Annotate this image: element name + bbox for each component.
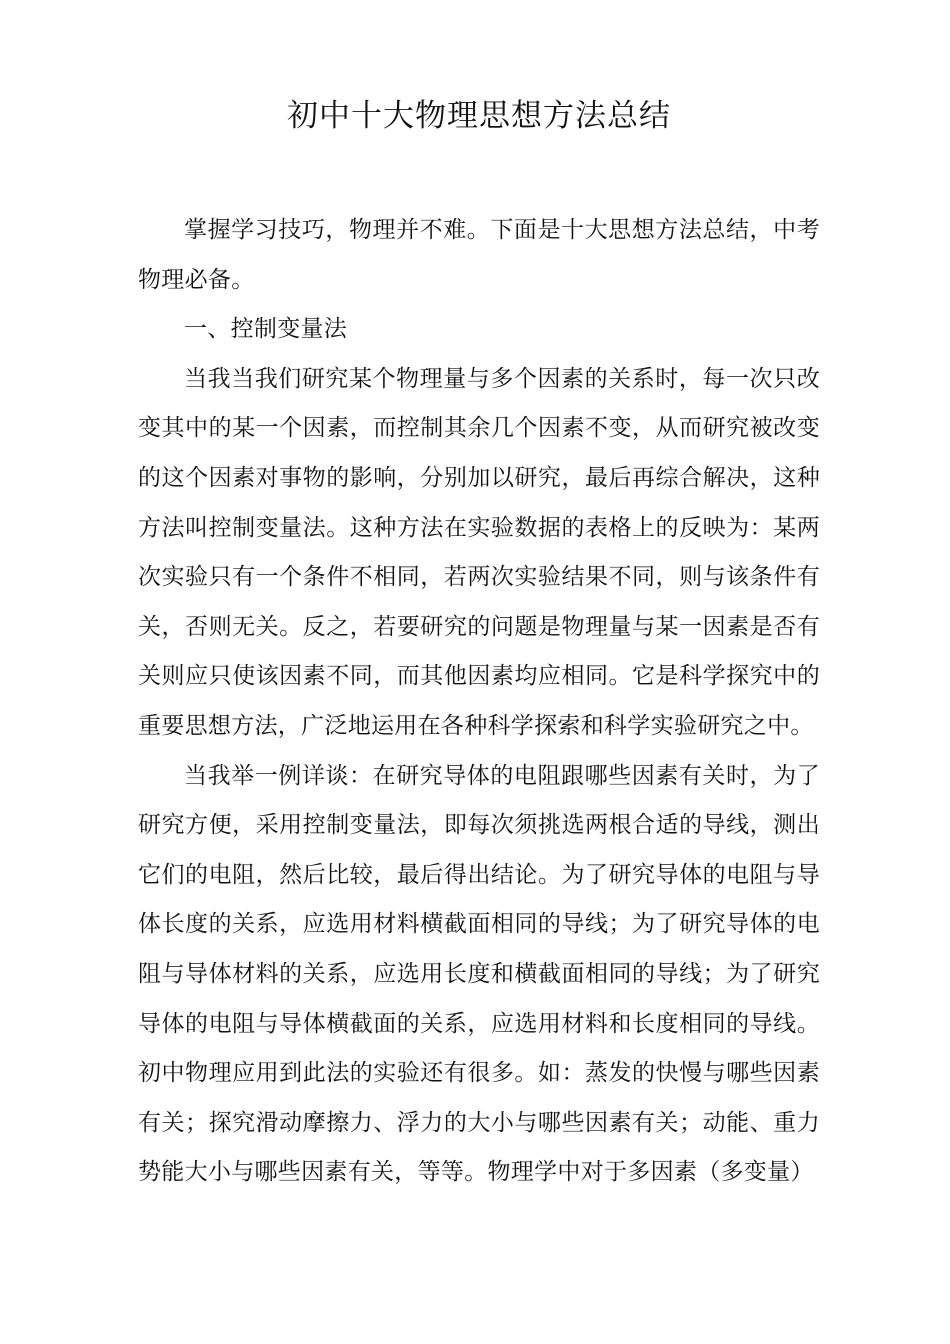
body-paragraph: 当我当我们研究某个物理量与多个因素的关系时，每一次只改变其中的某一个因素，而控制其余几个因素不变，从而研究被改变的这个因素对事物的影响，分别加以研究，最后再综合解决，这种方法叫控制变量法。这种方法在实验数据的表格上的反映为：某两次实验只有一个条件不相同，若两次实验结果不同，则与该条件有关，否则无关。反之，若要研究的问题是物理量与某一因素是否有关则应只使该因素不同，而其他因素均应相同。它是科学探究中的重要思想方法，广泛地运用在各种科学探索和科学实验研究之中。	[138, 365, 820, 739]
section-heading: 一、控制变量法	[184, 316, 348, 343]
body-paragraph: 当我举一例详谈：在研究导体的电阻跟哪些因素有关时，为了研究方便，采用控制变量法，即每次须挑选两根合适的导线，测出它们的电阻，然后比较，最后得出结论。为了研究导体的电阻与导体长度的关系，应选用材料横截面相同的导线；为了研究导体的电阻与导体材料的关系，应选用长度和横截面相同的导线；为了研究导体的电阻与导体横截面的关系，应选用材料和长度相同的导线。初中物理应用到此法的实验还有很多。如：蒸发的快慢与哪些因素有关；探究滑动摩擦力、浮力的大小与哪些因素有关；动能、重力势能大小与哪些因素有关，等等。物理学中对于多因素（多变量）	[138, 762, 820, 1186]
intro-paragraph: 掌握学习技巧，物理并不难。下面是十大思想方法总结，中考物理必备。	[138, 217, 820, 293]
document-page	[138, 96, 820, 1198]
document-title: 初中十大物理思想方法总结	[287, 98, 671, 134]
